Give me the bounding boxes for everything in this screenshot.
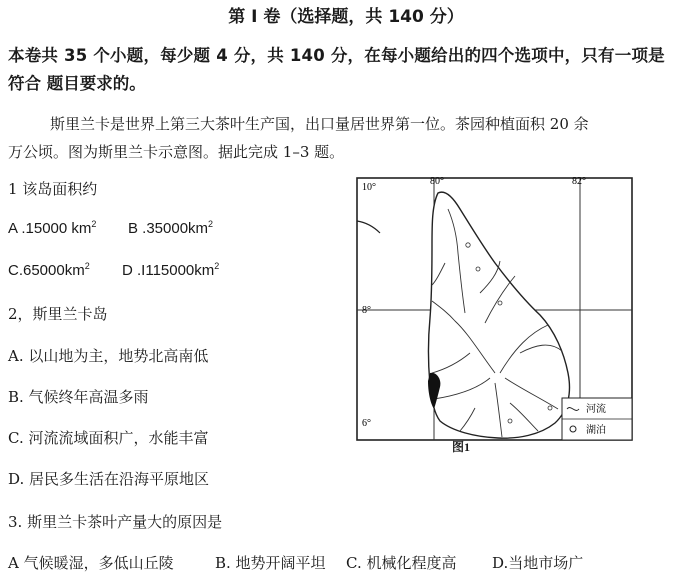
- question-3-stem: 3. 斯里兰卡茶叶产量大的原因是: [8, 513, 223, 531]
- instructions-line-1: 本卷共 35 个小题，每少题 4 分，共 140 分，在每小题给出的四个选项中，只有一项是: [8, 46, 665, 65]
- lat-label-10: 10°: [362, 182, 376, 193]
- question-1-option-d[interactable]: D $.I115000km^2$: [122, 261, 220, 279]
- question-2-stem: 2，斯里兰卡岛: [8, 305, 108, 323]
- passage-line-2: 万公顷。图为斯里兰卡示意图。据此完成 1–3 题。: [8, 143, 345, 161]
- legend-lake-label: 湖泊: [586, 425, 606, 436]
- lon-label-80: 80°: [430, 176, 444, 187]
- passage-line-1: 斯里兰卡是世界上第三大茶叶生产国，出口量居世界第一位。茶园种植面积 20 余: [50, 115, 589, 133]
- section-title: 第 I 卷（选择题，共 140 分）: [228, 7, 464, 27]
- question-2-option-c[interactable]: C. 河流流域面积广，水能丰富: [8, 429, 209, 447]
- question-3-option-a[interactable]: A 气候暖湿，多低山丘陵: [8, 554, 174, 572]
- lon-label-82: 82°: [572, 176, 586, 187]
- sri-lanka-map-svg: [350, 173, 637, 455]
- lat-label-6: 6°: [362, 418, 371, 429]
- legend-river-label: 河流: [586, 404, 606, 415]
- map-caption: 图1: [452, 440, 471, 454]
- question-1-option-a[interactable]: A .15000 $km^2$: [8, 219, 97, 237]
- question-2-option-b[interactable]: B. 气候终年高温多雨: [8, 388, 149, 406]
- sri-lanka-map: [350, 173, 637, 455]
- question-3-option-d[interactable]: D.当地市场广: [492, 554, 584, 572]
- question-1-stem: 1 该岛面积约: [8, 180, 98, 198]
- question-3-option-c[interactable]: C. 机械化程度高: [346, 554, 457, 572]
- instructions-line-2: 符合 题目要求的。: [8, 74, 146, 93]
- question-3-option-b[interactable]: B. 地势开阔平坦: [215, 554, 326, 572]
- question-2-option-a[interactable]: A. 以山地为主，地势北高南低: [8, 347, 209, 365]
- lat-label-8: 8°: [362, 305, 371, 316]
- question-1-option-c[interactable]: $C.65000km^2$: [8, 261, 90, 279]
- question-2-option-d[interactable]: D. 居民多生活在沿海平原地区: [8, 470, 210, 488]
- question-1-option-b[interactable]: B $.35000km^2$: [128, 219, 214, 237]
